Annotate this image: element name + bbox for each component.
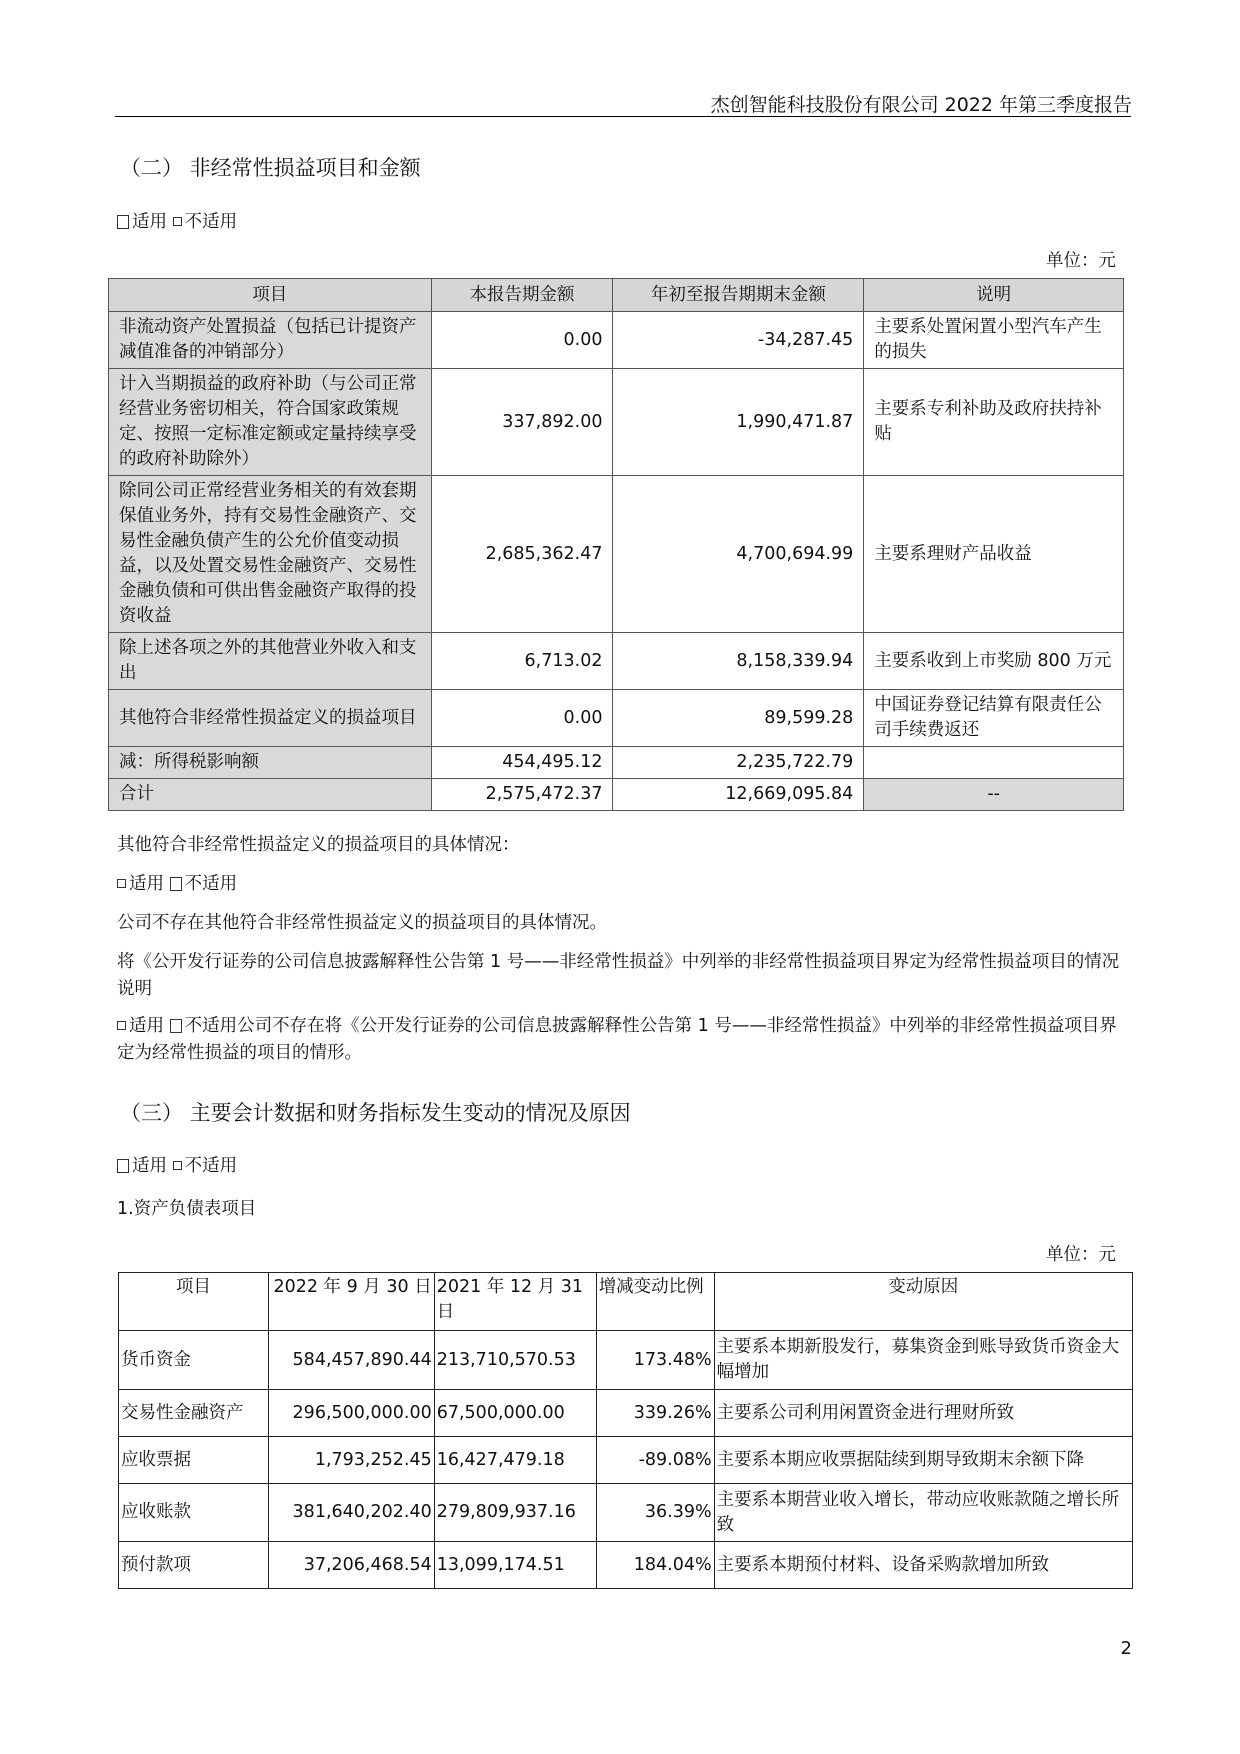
table-row — [119, 1484, 1133, 1542]
ytd-cell: 8,158,339.94 — [613, 633, 864, 690]
not-applicable-label: 不适用 — [184, 1156, 238, 1176]
note-cell: 中国证券登记结算有限责任公司手续费返还 — [864, 690, 1124, 747]
checkbox-empty-icon — [117, 879, 126, 888]
checkbox-checked-icon — [170, 877, 182, 891]
section3-unit: 单位：元 — [1046, 1245, 1116, 1265]
balance-sheet-table — [118, 1272, 1133, 1589]
item-cell: 除同公司正常经营业务相关的有效套期保值业务外，持有交易性金融资产、交易性金融负债产生的公允价值变动损益，以及处置交易性金融资产、交易性金融负债和可供出售金融资产取得的投资收益 — [109, 476, 432, 633]
table-row — [119, 1437, 1133, 1484]
change-cell: 184.04% — [596, 1542, 714, 1589]
reason-cell: 主要系公司利用闲置资金进行理财所致 — [714, 1390, 1132, 1437]
section2-heading: （二） 非经常性损益项目和金额 — [120, 156, 421, 180]
reason-cell: 主要系本期应收票据陆续到期导致期末余额下降 — [714, 1437, 1132, 1484]
note-cell: 主要系收到上市奖励 800 万元 — [864, 633, 1124, 690]
page-number: 2 — [1120, 1638, 1132, 1659]
applicable-label: 适用 — [129, 1016, 164, 1036]
col-header: 2021 年 12 月 31 日 — [434, 1273, 596, 1331]
table-row — [109, 747, 1124, 779]
section2-unit: 单位：元 — [1046, 251, 1116, 271]
not-applicable-label: 不适用 — [184, 212, 238, 232]
applicable-label: 适用 — [132, 1156, 167, 1176]
current-cell: 0.00 — [431, 312, 613, 369]
col-header: 年初至报告期期末金额 — [613, 279, 864, 312]
value-2022-cell: 37,206,468.54 — [268, 1542, 434, 1589]
col-header: 项目 — [119, 1273, 269, 1331]
reason-cell: 主要系本期营业收入增长，带动应收账款随之增长所致 — [714, 1484, 1132, 1542]
classification-text: 公司不存在将《公开发行证券的公司信息披露解释性公告第 1 号——非经常性损益》中列举的非经常性损益项目界定为经常性损益的项目的情形。 — [117, 1016, 1117, 1063]
col-header: 变动原因 — [714, 1273, 1132, 1331]
section3-heading: （三） 主要会计数据和财务指标发生变动的情况及原因 — [120, 1101, 631, 1125]
col-header: 项目 — [109, 279, 432, 312]
table-row — [119, 1331, 1133, 1390]
table-header-row — [109, 279, 1124, 312]
total-note: -- — [864, 779, 1124, 811]
col-header: 本报告期金额 — [431, 279, 613, 312]
total-current: 2,575,472.37 — [431, 779, 613, 811]
ytd-cell: 89,599.28 — [613, 690, 864, 747]
total-label: 合计 — [109, 779, 432, 811]
ytd-cell: 2,235,722.79 — [613, 747, 864, 779]
section2-applicability — [117, 209, 237, 236]
note-cell: 主要系理财产品收益 — [864, 476, 1124, 633]
item-cell: 交易性金融资产 — [119, 1390, 269, 1437]
note-cell — [864, 747, 1124, 779]
value-2022-cell: 296,500,000.00 — [268, 1390, 434, 1437]
reason-cell: 主要系本期新股发行，募集资金到账导致货币资金大幅增加 — [714, 1331, 1132, 1390]
checkbox-checked-icon — [170, 1019, 182, 1033]
col-header: 2022 年 9 月 30 日 — [268, 1273, 434, 1331]
item-cell: 货币资金 — [119, 1331, 269, 1390]
item-cell: 应收票据 — [119, 1437, 269, 1484]
ytd-cell: 4,700,694.99 — [613, 476, 864, 633]
not-applicable-label: 不适用 — [184, 1016, 238, 1036]
total-ytd: 12,669,095.84 — [613, 779, 864, 811]
checkbox-empty-icon — [173, 1161, 182, 1170]
header-divider — [115, 116, 1131, 117]
change-cell: -89.08% — [596, 1437, 714, 1484]
item-cell: 应收账款 — [119, 1484, 269, 1542]
section3-applicability — [117, 1153, 237, 1180]
other-items-title: 其他符合非经常性损益定义的损益项目的具体情况： — [117, 835, 520, 855]
item-cell: 其他符合非经常性损益定义的损益项目 — [109, 690, 432, 747]
value-2021-cell: 13,099,174.51 — [434, 1542, 596, 1589]
checkbox-checked-icon — [117, 215, 129, 229]
table-header-row — [119, 1273, 1133, 1331]
table-row — [109, 369, 1124, 476]
item-cell: 减：所得税影响额 — [109, 747, 432, 779]
item-cell: 计入当期损益的政府补助（与公司正常经营业务密切相关，符合国家政策规定、按照一定标准定额或定量持续享受的政府补助除外） — [109, 369, 432, 476]
note-cell: 主要系专利补助及政府扶持补贴 — [864, 369, 1124, 476]
value-2021-cell: 279,809,937.16 — [434, 1484, 596, 1542]
balance-sheet-subheading: 1.资产负债表项目 — [117, 1199, 257, 1219]
value-2022-cell: 584,457,890.44 — [268, 1331, 434, 1390]
nonrecurring-table — [108, 278, 1124, 811]
col-header: 增减变动比例 — [596, 1273, 714, 1331]
total-row — [109, 779, 1124, 811]
checkbox-empty-icon — [117, 1021, 126, 1030]
current-cell: 0.00 — [431, 690, 613, 747]
table-row — [109, 312, 1124, 369]
table-row — [109, 633, 1124, 690]
classification-statement — [117, 1013, 1127, 1067]
classification-title: 将《公开发行证券的公司信息披露解释性公告第 1 号——非经常性损益》中列举的非经常性损益项目界定为经常性损益项目的情况说明 — [117, 952, 1120, 999]
other-items-applicability — [117, 871, 237, 898]
table-row — [119, 1390, 1133, 1437]
change-cell: 173.48% — [596, 1331, 714, 1390]
applicable-label: 适用 — [129, 874, 164, 894]
report-title: 杰创智能科技股份有限公司 2022 年第三季度报告 — [710, 94, 1132, 116]
item-cell: 除上述各项之外的其他营业外收入和支出 — [109, 633, 432, 690]
table-row — [119, 1542, 1133, 1589]
note-cell: 主要系处置闲置小型汽车产生的损失 — [864, 312, 1124, 369]
current-cell: 337,892.00 — [431, 369, 613, 476]
current-cell: 2,685,362.47 — [431, 476, 613, 633]
value-2021-cell: 213,710,570.53 — [434, 1331, 596, 1390]
col-header: 说明 — [864, 279, 1124, 312]
item-cell: 非流动资产处置损益（包括已计提资产减值准备的冲销部分） — [109, 312, 432, 369]
ytd-cell: -34,287.45 — [613, 312, 864, 369]
value-2022-cell: 381,640,202.40 — [268, 1484, 434, 1542]
checkbox-empty-icon — [173, 217, 182, 226]
value-2022-cell: 1,793,252.45 — [268, 1437, 434, 1484]
value-2021-cell: 16,427,479.18 — [434, 1437, 596, 1484]
other-items-text: 公司不存在其他符合非经常性损益定义的损益项目的具体情况。 — [117, 913, 607, 933]
table-row — [109, 690, 1124, 747]
not-applicable-label: 不适用 — [184, 874, 238, 894]
applicable-label: 适用 — [132, 212, 167, 232]
current-cell: 6,713.02 — [431, 633, 613, 690]
value-2021-cell: 67,500,000.00 — [434, 1390, 596, 1437]
change-cell: 339.26% — [596, 1390, 714, 1437]
current-cell: 454,495.12 — [431, 747, 613, 779]
ytd-cell: 1,990,471.87 — [613, 369, 864, 476]
checkbox-checked-icon — [117, 1159, 129, 1173]
change-cell: 36.39% — [596, 1484, 714, 1542]
table-row — [109, 476, 1124, 633]
item-cell: 预付款项 — [119, 1542, 269, 1589]
reason-cell: 主要系本期预付材料、设备采购款增加所致 — [714, 1542, 1132, 1589]
